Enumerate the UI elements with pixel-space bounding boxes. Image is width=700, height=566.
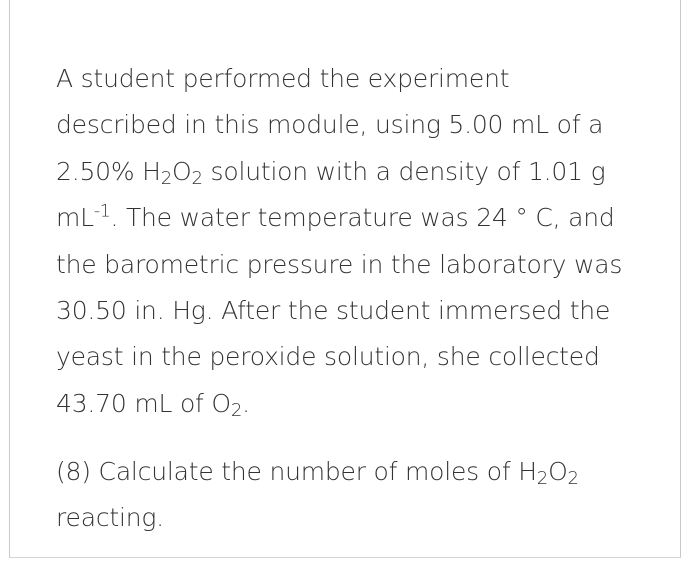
text-run: (8) Calculate the number of moles of H xyxy=(56,457,537,486)
subscript: 2 xyxy=(536,467,549,489)
problem-line xyxy=(56,195,671,241)
text-run: yeast in the peroxide solution, she collected xyxy=(56,342,600,372)
problem-card xyxy=(9,0,681,558)
text-run: 43.70 mL of O xyxy=(56,388,231,418)
text-run: A student performed the experiment xyxy=(56,64,510,93)
text-run: 30.50 in. Hg. After the student immersed the xyxy=(56,296,611,326)
problem-line xyxy=(56,381,671,427)
text-run: O xyxy=(548,457,568,486)
text-run: 2.50% H xyxy=(56,156,161,186)
subscript: 2 xyxy=(230,399,243,421)
text-run: O xyxy=(172,156,192,186)
superscript: -1 xyxy=(93,201,111,222)
text-run: described in this module, using 5.00 mL of a xyxy=(56,110,604,140)
text-run: . xyxy=(242,388,250,418)
problem-line xyxy=(56,149,671,195)
problem-statement xyxy=(56,56,671,427)
problem-line xyxy=(56,288,671,334)
subscript: 2 xyxy=(567,467,579,489)
subscript: 2 xyxy=(160,167,173,189)
text-run: . The water temperature was 24 ° C, and xyxy=(110,203,615,233)
question-line xyxy=(56,449,671,495)
text-run: solution with a density of 1.01 g xyxy=(202,156,606,186)
question-line xyxy=(56,495,671,541)
text-run: reacting. xyxy=(56,503,164,533)
problem-line xyxy=(56,334,671,380)
problem-line xyxy=(56,102,671,148)
text-run: the barometric pressure in the laboratory was xyxy=(56,249,623,279)
problem-line xyxy=(56,56,671,102)
subscript: 2 xyxy=(191,167,203,189)
text-run: mL xyxy=(56,203,94,233)
question-text xyxy=(56,449,671,542)
problem-line xyxy=(56,242,671,288)
